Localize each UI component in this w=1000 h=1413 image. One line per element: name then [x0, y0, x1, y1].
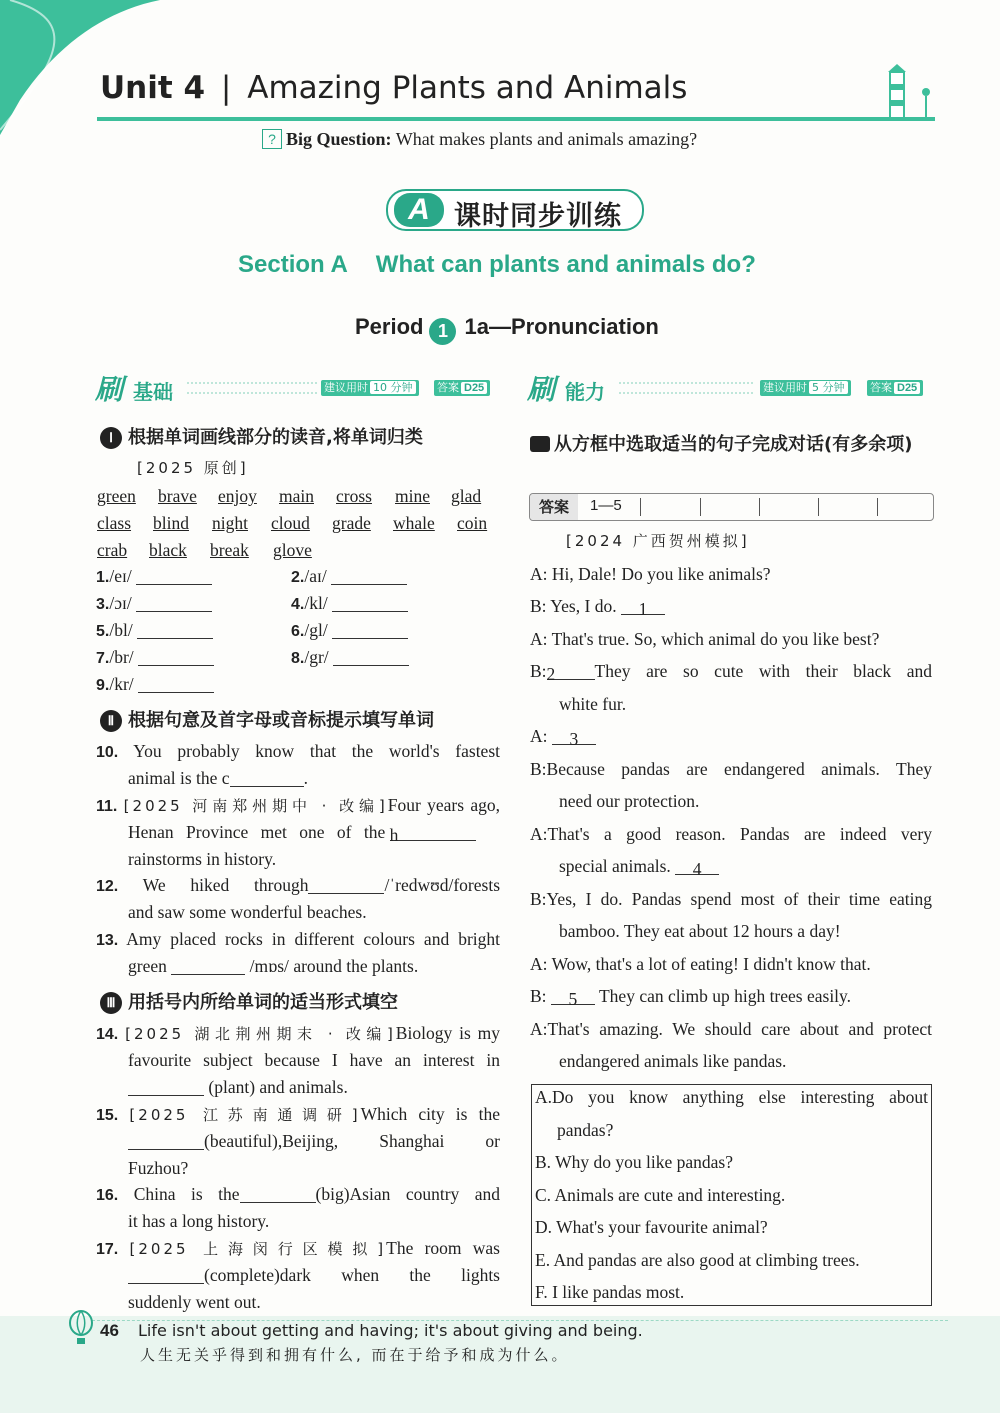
question-16: 16. China is the (big)Asian country and — [96, 1184, 501, 1204]
big-question-label: Big Question: — [286, 129, 392, 149]
question-10: 10. You probably know that the world's fastest — [96, 741, 500, 761]
answer-blank[interactable] — [332, 593, 408, 612]
part1-source: [2025 原创] — [137, 459, 249, 477]
dialogue-line: A: 3 — [530, 723, 596, 750]
period-title — [355, 314, 659, 345]
option-a: A.Do you know anything else interesting about — [535, 1087, 928, 1107]
answer-blank[interactable] — [137, 620, 213, 639]
bar-dots — [187, 382, 317, 394]
part2-instruction: 根据句意及首字母或音标提示填写单词 — [128, 710, 434, 731]
list-item: 7./br/ — [96, 644, 214, 672]
time-tag: 建议用时 5 分钟 — [760, 380, 851, 396]
question-17: 17. [2025 上海闵行区模拟]The room was — [96, 1238, 500, 1258]
ability-label: 能力 — [565, 380, 605, 404]
right-source: [2024 广西贺州模拟] — [566, 532, 750, 550]
option-e: E. And pandas are also good at climbing trees. — [535, 1250, 860, 1270]
answer-box — [529, 493, 934, 521]
answer-range: 1—5 — [590, 497, 622, 514]
answer-blank[interactable] — [128, 1077, 204, 1096]
dialogue-line: A: Wow, that's a lot of eating! I didn't know that. — [530, 954, 871, 974]
list-item: 1./eɪ/ — [96, 563, 212, 591]
section-question: What can plants and animals do? — [375, 251, 756, 278]
answer-blank[interactable] — [128, 1265, 204, 1284]
question-11: 11. [2025 河南郑州期中 · 改编]Four years ago, — [96, 795, 501, 815]
balloon-icon — [66, 1310, 96, 1346]
period-topic: 1a—Pronunciation — [464, 314, 659, 339]
option-b: B. Why do you like pandas? — [535, 1152, 733, 1172]
question-12: 12. We hiked through /ˈredwʊd/forests — [96, 875, 501, 895]
chat-icon — [530, 436, 550, 452]
answer-blank[interactable]: 2 — [547, 661, 595, 680]
part1-instruction: 根据单词画线部分的读音,将单词归类 — [128, 427, 423, 448]
list-item: 9./kr/ — [96, 671, 214, 699]
numeral-icon: Ⅰ — [100, 427, 122, 449]
brush-icon: 刷 — [95, 373, 124, 406]
time-tag: 建议用时 10 分钟 — [321, 380, 419, 396]
unit-title: Unit 4 | Amazing Plants and Animals — [100, 70, 688, 106]
question-14: 14. [2025 湖北荆州期末 · 改编]Biology is my — [96, 1023, 501, 1043]
part3-heading — [100, 988, 398, 1014]
question-icon: ? — [262, 129, 282, 149]
dialogue-line: B:Yes, I do. Pandas spend most of their time eating — [530, 889, 932, 909]
answer-blank[interactable]: 3 — [552, 726, 596, 745]
basics-bar — [95, 368, 503, 406]
lesson-banner — [386, 189, 644, 231]
list-item: 3./ɔɪ/ — [96, 590, 212, 618]
dialogue-line: B: Yes, I do. 1 — [530, 593, 665, 620]
answer-blank[interactable] — [128, 1131, 204, 1150]
answer-tag: 答案 D25 — [434, 380, 490, 396]
part1-heading — [100, 423, 423, 449]
answer-blank[interactable] — [136, 593, 212, 612]
dialogue-line: A:That's a good reason. Pandas are indeed very — [530, 824, 932, 844]
section-label: Section A — [238, 251, 348, 278]
banner-text: 课时同步训练 — [454, 201, 622, 232]
period-label: Period — [355, 314, 424, 339]
period-number: 1 — [429, 318, 456, 345]
brush-icon: 刷 — [527, 373, 556, 406]
numeral-icon: Ⅱ — [100, 710, 122, 732]
big-question-text: What makes plants and animals amazing? — [395, 129, 698, 149]
dialogue-line: B:2 They are so cute with their black and — [530, 661, 932, 684]
question-15: 15. [2025 江苏南通调研]Which city is the — [96, 1104, 500, 1124]
answer-blank[interactable]: 4 — [675, 856, 719, 875]
list-item: 6./gl/ — [291, 617, 408, 645]
answer-blank[interactable] — [332, 620, 408, 639]
footer-quote-chinese: 人生无关乎得到和拥有什么, 而在于给予和成为什么。 — [140, 1346, 570, 1364]
big-question — [262, 129, 697, 150]
dialogue-line: B:Because pandas are endangered animals. They — [530, 759, 932, 779]
title-underline — [97, 117, 935, 121]
answer-blank[interactable]: 5 — [551, 986, 595, 1005]
answer-blank[interactable] — [333, 647, 409, 666]
list-item: 4./kl/ — [291, 590, 408, 618]
option-c: C. Animals are cute and interesting. — [535, 1185, 786, 1205]
list-item: 5./bl/ — [96, 617, 213, 645]
list-item: 8./gr/ — [291, 644, 409, 672]
part3-instruction: 用括号内所给单词的适当形式填空 — [128, 992, 398, 1013]
ability-bar — [527, 368, 935, 406]
question-13: 13. Amy placed rocks in different colours and bright — [96, 929, 500, 949]
dialogue-line: A: Hi, Dale! Do you like animals? — [530, 564, 771, 584]
option-f: F. I like pandas most. — [535, 1282, 685, 1302]
section-title — [238, 251, 756, 279]
answer-blank[interactable] — [136, 566, 212, 585]
answer-blank[interactable] — [171, 956, 245, 975]
lighthouse-icon — [880, 62, 936, 120]
dialogue-line: A:That's amazing. We should care about and protect — [530, 1019, 932, 1039]
page-number: 46 — [100, 1321, 119, 1340]
answer-tag: 答案 D25 — [867, 380, 923, 396]
dialogue-line: A: That's true. So, which animal do you like best? — [530, 629, 880, 649]
right-instruction: 从方框中选取适当的句子完成对话(有多余项) — [530, 428, 935, 462]
bar-dots — [619, 382, 753, 394]
basics-label: 基础 — [133, 380, 173, 404]
numeral-icon: Ⅲ — [100, 992, 122, 1014]
answer-blank[interactable] — [230, 768, 304, 787]
unit-label: Unit 4 — [100, 70, 206, 106]
part2-heading — [100, 706, 434, 732]
answer-blank[interactable] — [308, 875, 384, 894]
answer-box-label: 答案 — [530, 494, 578, 520]
unit-name: Amazing Plants and Animals — [247, 70, 688, 106]
banner-letter: A — [394, 193, 444, 227]
footer-quote: Life isn't about getting and having; it's about giving and being. — [138, 1321, 643, 1340]
answer-blank[interactable]: h — [390, 822, 476, 841]
answer-blank[interactable] — [240, 1184, 316, 1203]
answer-blank[interactable] — [138, 674, 214, 693]
answer-blank[interactable] — [138, 647, 214, 666]
option-d: D. What's your favourite animal? — [535, 1217, 768, 1237]
answer-blank[interactable] — [331, 566, 407, 585]
list-item: 2./aɪ/ — [291, 563, 407, 591]
dialogue-line: B: 5 They can climb up high trees easily. — [530, 986, 852, 1009]
answer-blank[interactable]: 1 — [621, 596, 665, 615]
